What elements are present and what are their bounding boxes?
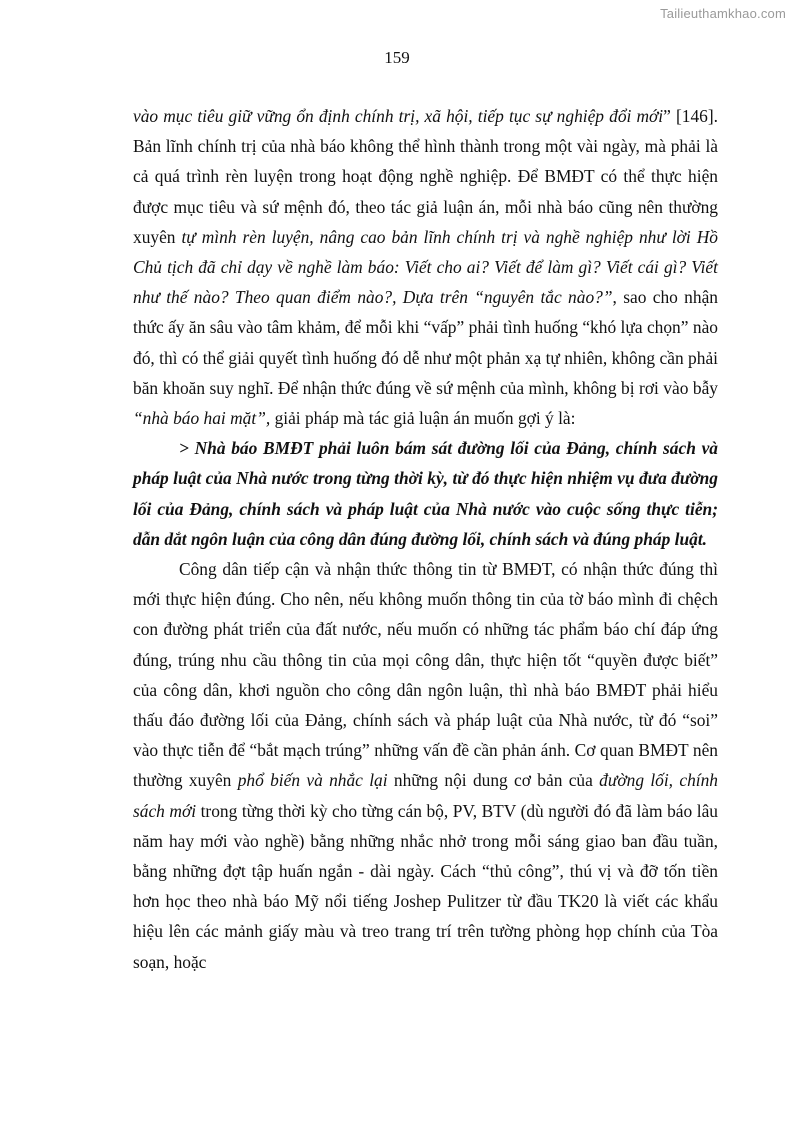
paragraph-segment: giải pháp mà tác giả luận án muốn gợi ý là: (270, 408, 576, 429)
paragraph-segment: những nội dung cơ bản của (387, 770, 600, 791)
paragraph-segment: trong từng thời kỳ cho từng cán bộ, PV, BTV (dù người đó đã làm báo lâu năm hay mới vào nghề) bằng những nhắc nhở trong mỗi sáng giao ban đầu tuần, bằng những đợt tập huấn ngắn - dài ngày. Cách “thủ công”, thú vị và đỡ tốn tiền hơn học theo nhà báo Mỹ nổi tiếng Joshep Pulitzer từ đầu TK20 là viết các khẩu hiệu lên các mảnh giấy màu và treo trang trí trên tường phòng họp chính của Tòa soạn, hoặc (133, 800, 718, 972)
document-body (133, 101, 718, 977)
page-number: 159 (384, 48, 410, 67)
paragraph-segment: “nhà báo hai mặt”, (133, 408, 271, 429)
paragraph-segment: tự mình rèn luyện, nâng cao bản lĩnh chính trị và nghề nghiệp như lời Hồ Chủ tịch đã chỉ dạy về nghề làm báo: Viết cho ai? Viết để làm gì? Viết cái gì? Viết như thế nào? Theo quan điểm nào?, Dựa trên “nguyên tắc nào?” (133, 226, 718, 308)
paragraph-continuation (133, 101, 718, 433)
paragraph-segment: , sao cho nhận thức ấy ăn sâu vào tâm khảm, để mỗi khi “vấp” phải tình huống “khó lựa chọn” nào đó, thì có thể giải quyết tình huống đó dễ như một phản xạ tự nhiên, không cần phải băn khoăn suy nghĩ. Để nhận thức đúng về sứ mệnh của mình, không bị rơi vào bẫy (133, 287, 718, 398)
paragraph-segment: phổ biến và nhắc lại (237, 770, 388, 791)
paragraph-segment: ” [146]. Bản lĩnh chính trị của nhà báo không thể hình thành trong một vài ngày, mà phải là cả quá trình rèn luyện trong hoạt động nghề nghiệp. Để BMĐT có thể thực hiện được mục tiêu và sứ mệnh đó, theo tác giả luận án, mỗi nhà báo cũng nên thường xuyên (133, 106, 718, 247)
paragraph-segment: vào mục tiêu giữ vững ổn định chính trị, xã hội, tiếp tục sự nghiệp đổi mới (133, 106, 664, 126)
body-paragraph (133, 554, 718, 977)
solution-heading: > Nhà báo BMĐT phải luôn bám sát đường lối của Đảng, chính sách và pháp luật của Nhà nước trong từng thời kỳ, từ đó thực hiện nhiệm vụ đưa đường lối của Đảng, chính sách và pháp luật của Nhà nước vào cuộc sống thực tiễn; dẫn dắt ngôn luận của công dân đúng đường lối, chính sách và đúng pháp luật. (133, 438, 718, 549)
watermark: Tailieuthamkhao.com (660, 6, 786, 21)
paragraph-segment: Công dân tiếp cận và nhận thức thông tin từ BMĐT, có nhận thức đúng thì mới thực hiện đúng. Cho nên, nếu không muốn thông tin của tờ báo mình đi chệch con đường phát triển của đất nước, nếu muốn có những tác phẩm báo chí đáp ứng đúng, trúng nhu cầu thông tin của mọi công dân, thực hiện tốt “quyền được biết” của công dân, khơi nguồn cho công dân ngôn luận, thì nhà báo BMĐT phải hiểu thấu đáo đường lối của Đảng, chính sách và pháp luật của Nhà nước, từ đó “soi” vào thực tiễn để “bắt mạch trúng” những vấn đề cần phản ánh. Cơ quan BMĐT nên thường xuyên (133, 559, 718, 791)
paragraph-segment: đường lối, chính sách mới (133, 770, 718, 821)
